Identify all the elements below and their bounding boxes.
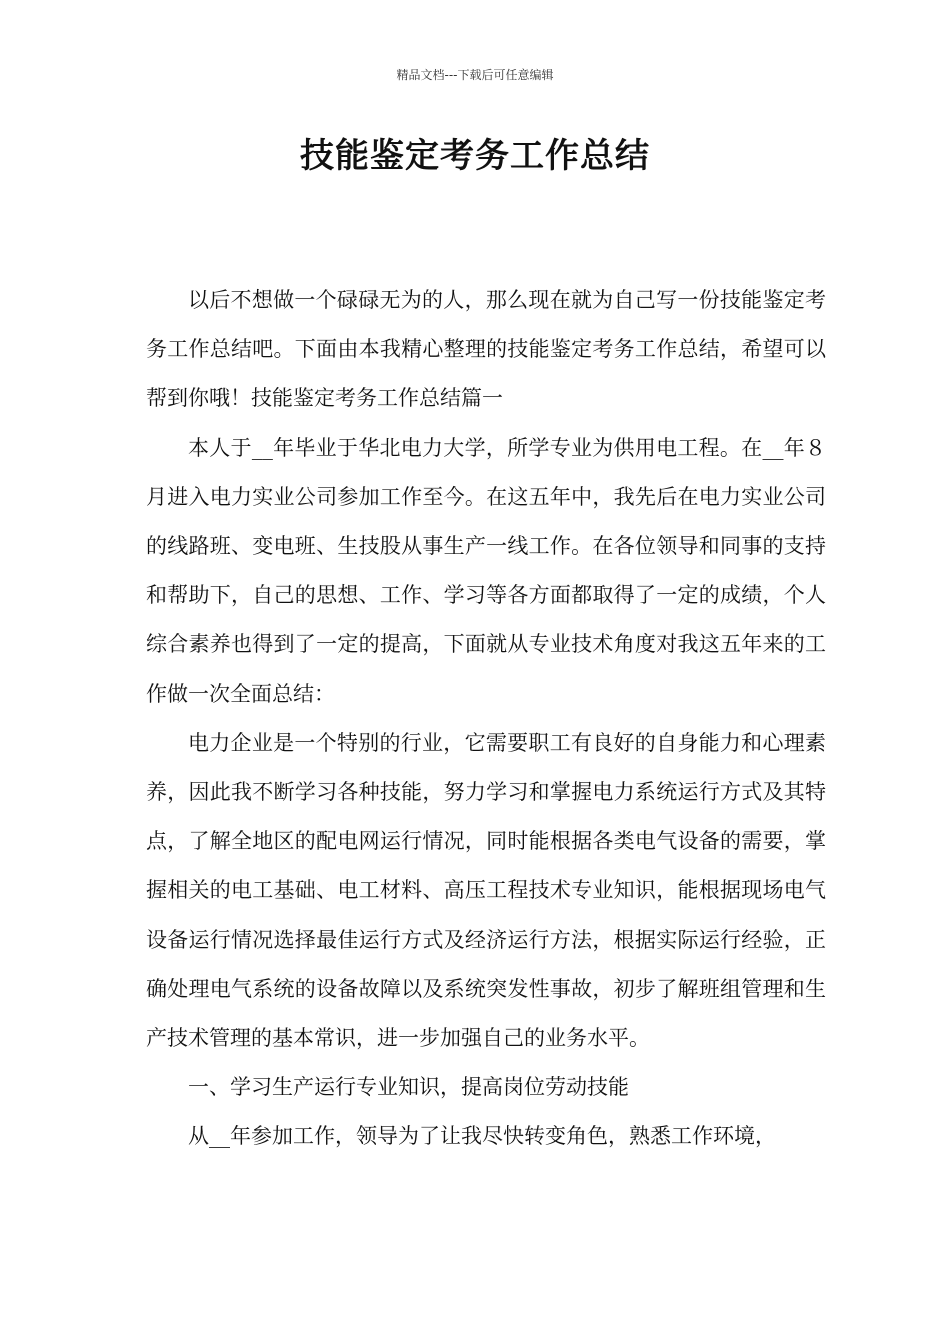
intro-paragraph: 以后不想做一个碌碌无为的人，那么现在就为自己写一份技能鉴定考务工作总结吧。下面由本我精心整理的技能鉴定考务工作总结，希望可以帮到你哦！技能鉴定考务工作总结篇一 <box>146 288 826 411</box>
document-body <box>146 276 826 1162</box>
section-heading-1: 一、学习生产运行专业知识，提高岗位劳动技能 <box>188 1075 629 1100</box>
section-1-paragraph: 从__年参加工作，领导为了让我尽快转变角色，熟悉工作环境， <box>188 1124 776 1149</box>
header-note: 精品文档---下载后可任意编辑 <box>396 68 554 82</box>
skills-paragraph: 电力企业是一个特别的行业，它需要职工有良好的自身能力和心理素养，因此我不断学习各种技能，努力学习和掌握电力系统运行方式及其特点，了解全地区的配电网运行情况，同时能根据各类电气设备的需要，掌握相关的电工基础、电工材料、高压工程技术专业知识，能根据现场电气设备运行情况选择最佳运行方式及经济运行方法，根据实际运行经验，正确处理电气系统的设备故障以及系统突发性事故，初步了解班组管理和生产技术管理的基本常识，进一步加强自己的业务水平。 <box>146 730 826 1051</box>
background-paragraph: 本人于__年毕业于华北电力大学，所学专业为供用电工程。在__年８月进入电力实业公司参加工作至今。在这五年中，我先后在电力实业公司的线路班、变电班、生技股从事生产一线工作。在各位领导和同事的支持和帮助下，自己的思想、工作、学习等各方面都取得了一定的成绩，个人综合素养也得到了一定的提高，下面就从专业技术角度对我这五年来的工作做一次全面总结： <box>146 435 826 706</box>
document-title: 技能鉴定考务工作总结 <box>300 136 650 176</box>
